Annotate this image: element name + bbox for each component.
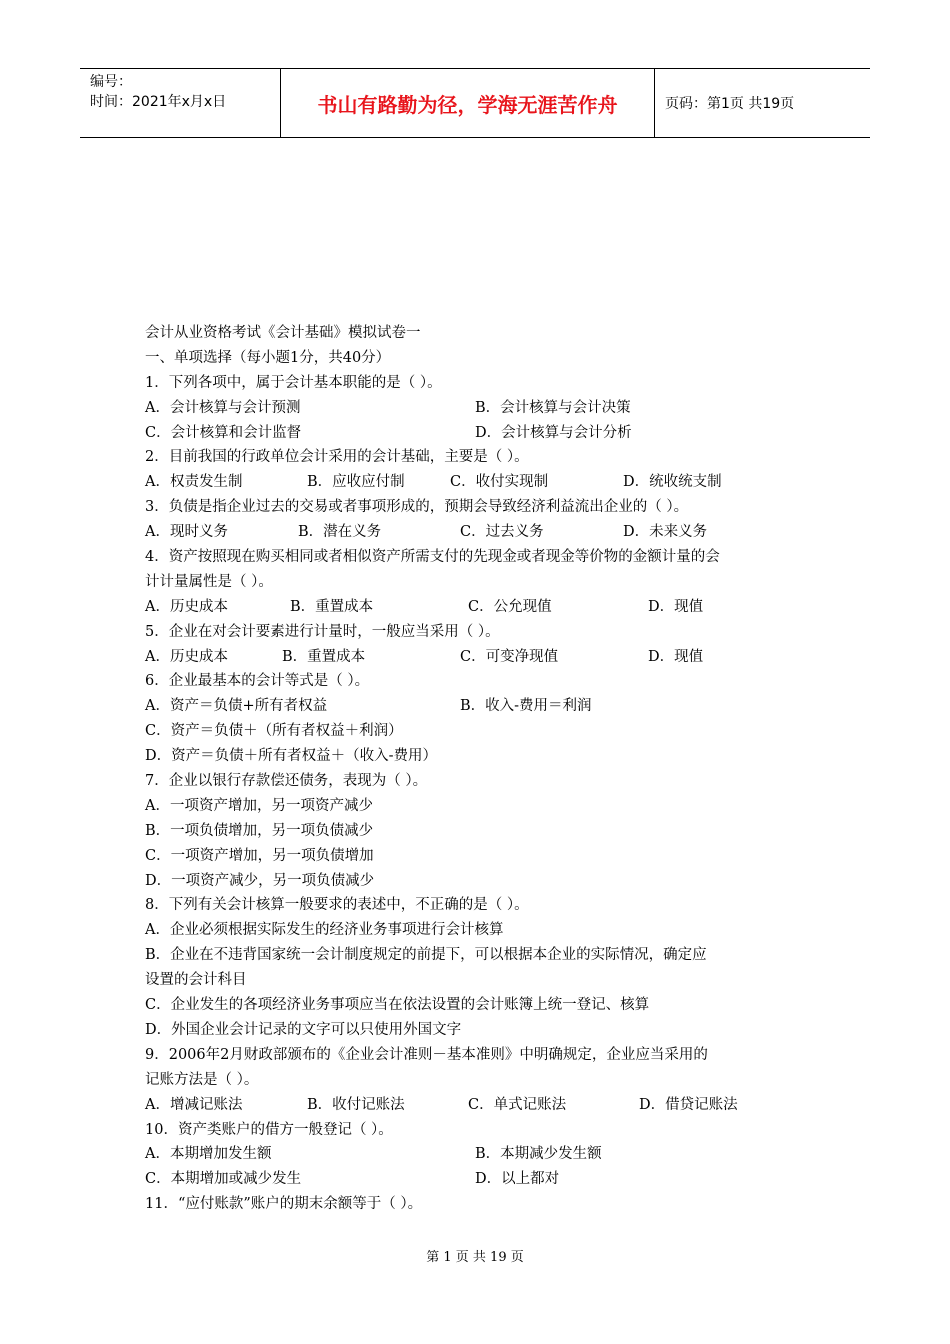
line-text: 7．企业以银行存款偿还债务，表现为（ ）。 xyxy=(145,773,428,790)
option-text: C．收付实现制 xyxy=(450,474,549,491)
document-line xyxy=(145,1018,815,1043)
line-text: D．资产＝负债＋所有者权益＋（收入-费用） xyxy=(145,748,438,765)
option-text: D．以上都对 xyxy=(475,1171,560,1188)
document-line xyxy=(145,993,815,1018)
document-line xyxy=(145,968,815,993)
page-footer: 第 1 页 共 19 页 xyxy=(426,1250,524,1265)
line-text: 1．下列各项中，属于会计基本职能的是（ ）。 xyxy=(145,374,442,391)
document-line xyxy=(145,669,815,694)
document-line xyxy=(145,421,815,446)
document-line xyxy=(145,1068,815,1093)
option-text: C．本期增加或减少发生 xyxy=(145,1171,302,1188)
document-line xyxy=(145,918,815,943)
line-text: 计计量属性是（ ）。 xyxy=(145,573,273,590)
document-title: 会计从业资格考试《会计基础》模拟试卷一 xyxy=(145,325,421,341)
line-text: 8．下列有关会计核算一般要求的表述中，不正确的是（ ）。 xyxy=(145,897,529,914)
document-line xyxy=(145,371,815,396)
document-line xyxy=(145,1043,815,1068)
option-text: D．现值 xyxy=(648,598,704,615)
document-line xyxy=(145,719,815,744)
option-text: A．历史成本 xyxy=(145,598,228,615)
document-line xyxy=(145,570,815,595)
line-text: B．企业在不违背国家统一会计制度规定的前提下，可以根据本企业的实际情况，确定应 xyxy=(145,947,707,964)
option-text: D．借贷记账法 xyxy=(639,1096,738,1113)
option-text: A．增减记账法 xyxy=(145,1096,243,1113)
line-text: 6．企业最基本的会计等式是（ ）。 xyxy=(145,673,370,690)
line-text: 10．资产类账户的借方一般登记（ ）。 xyxy=(145,1121,393,1138)
document-line xyxy=(145,844,815,869)
option-text: A．权责发生制 xyxy=(145,474,243,491)
option-text: A．本期增加发生额 xyxy=(145,1146,272,1163)
document-line xyxy=(145,1118,815,1143)
option-text: C．会计核算和会计监督 xyxy=(145,424,302,441)
line-text: 设置的会计科目 xyxy=(145,972,247,989)
section-heading: 一、单项选择（每小题1分，共40分） xyxy=(145,349,391,366)
option-text: B．会计核算与会计决策 xyxy=(475,399,631,416)
option-text: A．现时义务 xyxy=(145,524,228,541)
line-text: 11．“应付账款”账户的期末余额等于（ ）。 xyxy=(145,1196,423,1213)
question-lines xyxy=(145,371,815,1217)
option-text: B．应收应付制 xyxy=(307,474,405,491)
document-line xyxy=(145,520,815,545)
document-line xyxy=(145,445,815,470)
document-line xyxy=(145,470,815,495)
line-text: 4．资产按照现在购买相同或者相似资产所需支付的先现金或者现金等价物的金额计量的会 xyxy=(145,549,720,566)
document-line xyxy=(145,893,815,918)
option-text: B．潜在义务 xyxy=(298,524,382,541)
header-table xyxy=(80,68,870,138)
line-text: 记账方法是（ ）。 xyxy=(145,1071,259,1088)
number-label: 编号： xyxy=(90,74,132,90)
line-text: C．资产＝负债＋（所有者权益＋利润） xyxy=(145,723,403,740)
option-text: C．公允现值 xyxy=(468,598,552,615)
line-text: 2．目前我国的行政单位会计采用的会计基础，主要是（ ）。 xyxy=(145,449,529,466)
document-line xyxy=(145,645,815,670)
line-text: C．一项资产增加，另一项负债增加 xyxy=(145,847,374,864)
document-line xyxy=(145,1093,815,1118)
document-line xyxy=(145,794,815,819)
time-label: 时间：2021年x月x日 xyxy=(90,94,227,110)
option-text: D．现值 xyxy=(648,648,704,665)
line-text: A．企业必须根据实际发生的经济业务事项进行会计核算 xyxy=(145,922,504,939)
line-text: B．一项负债增加，另一项负债减少 xyxy=(145,822,374,839)
line-text: 5．企业在对会计要素进行计量时，一般应当采用（ ）。 xyxy=(145,623,500,640)
option-text: C．单式记账法 xyxy=(468,1096,567,1113)
option-text: A．会计核算与会计预测 xyxy=(145,399,301,416)
document-line xyxy=(145,869,815,894)
document-line xyxy=(145,769,815,794)
line-text: D．一项资产减少，另一项负债减少 xyxy=(145,872,375,889)
option-text: D．统收统支制 xyxy=(623,474,722,491)
line-text: 9．2006年2月财政部颁布的《企业会计准则－基本准则》中明确规定，企业应当采用的 xyxy=(145,1046,708,1063)
option-text: B．收入-费用＝利润 xyxy=(460,698,592,715)
line-text: D．外国企业会计记录的文字可以只使用外国文字 xyxy=(145,1021,462,1038)
option-text: D．未来义务 xyxy=(623,524,708,541)
header-motto: 书山有路勤为径，学海无涯苦作舟 xyxy=(281,69,655,137)
option-text: C．过去义务 xyxy=(460,524,544,541)
document-line xyxy=(145,620,815,645)
option-text: D．会计核算与会计分析 xyxy=(475,424,632,441)
document-line xyxy=(145,819,815,844)
line-text: A．一项资产增加，另一项资产减少 xyxy=(145,797,373,814)
page-info: 页码：第1页 共19页 xyxy=(665,96,795,112)
option-text: B．本期减少发生额 xyxy=(475,1146,602,1163)
option-text: B．收付记账法 xyxy=(307,1096,405,1113)
option-text: B．重置成本 xyxy=(282,648,366,665)
document-line xyxy=(145,744,815,769)
document-line xyxy=(145,495,815,520)
document-line xyxy=(145,1192,815,1217)
document-line xyxy=(145,943,815,968)
header-meta xyxy=(80,69,281,137)
option-text: B．重置成本 xyxy=(290,598,374,615)
option-text: C．可变净现值 xyxy=(460,648,559,665)
option-text: A．历史成本 xyxy=(145,648,228,665)
document-line xyxy=(145,396,815,421)
option-text: A．资产＝负债+所有者权益 xyxy=(145,698,328,715)
document-line xyxy=(145,1167,815,1192)
document-line xyxy=(145,545,815,570)
line-text: 3．负债是指企业过去的交易或者事项形成的，预期会导致经济利益流出企业的（ ）。 xyxy=(145,499,689,516)
document-line xyxy=(145,1142,815,1167)
line-text: C．企业发生的各项经济业务事项应当在依法设置的会计账簿上统一登记、核算 xyxy=(145,997,650,1014)
document-body xyxy=(145,321,815,1217)
document-line xyxy=(145,694,815,719)
document-line xyxy=(145,595,815,620)
